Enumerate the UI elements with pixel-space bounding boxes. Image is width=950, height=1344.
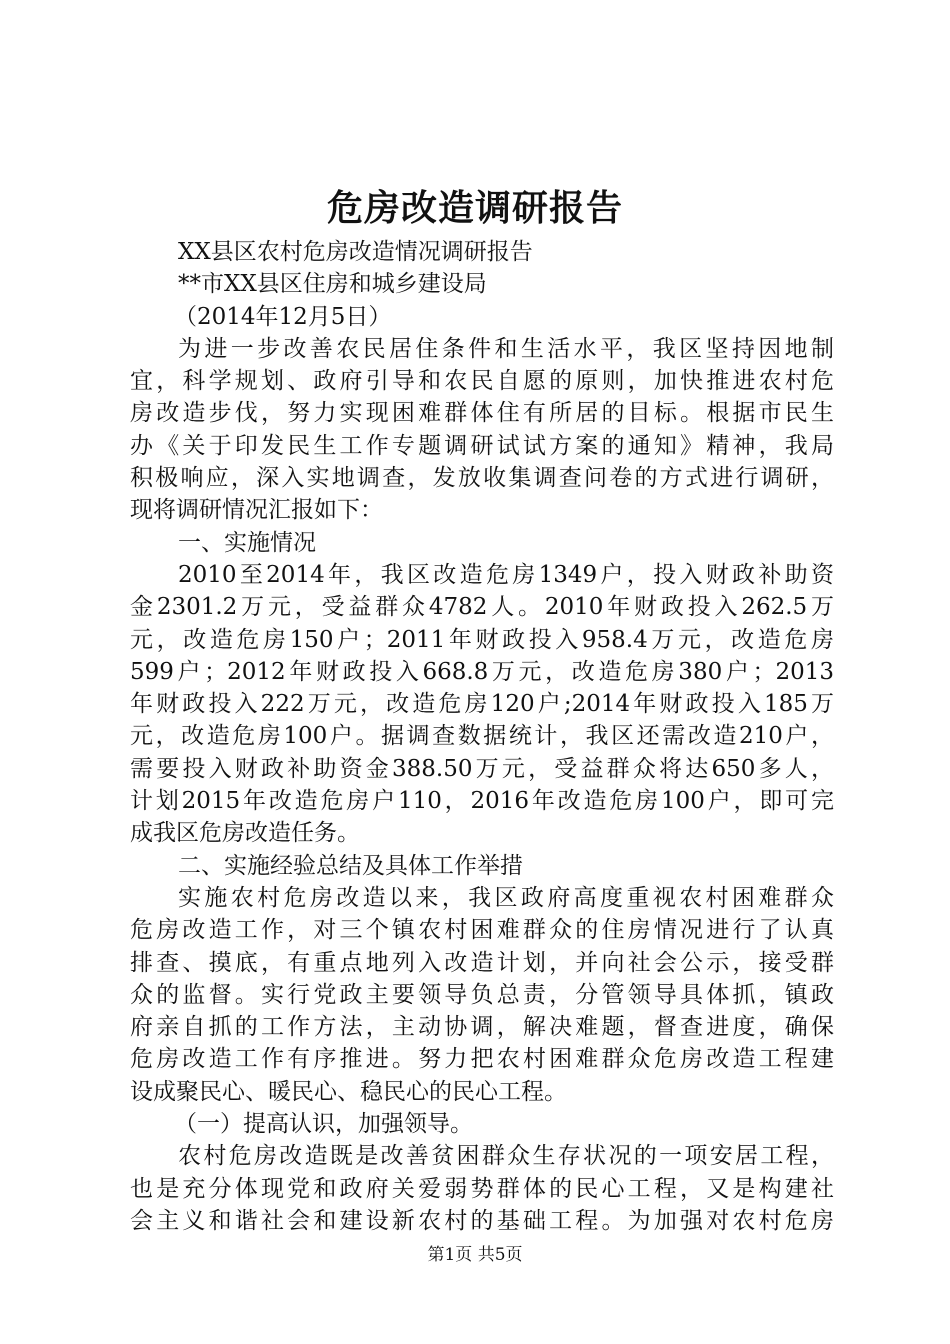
paragraph-line: 元，改造危房100户。据调查数据统计，我区还需改造210户， <box>130 723 834 750</box>
paragraph-line: 年财政投入222万元，改造危房120户;2014年财政投入185万 <box>130 691 834 718</box>
paragraph-line: 成我区危房改造任务。 <box>130 820 360 847</box>
paragraph-line: 府亲自抓的工作方法，主动协调，解决难题，督查进度，确保 <box>130 1014 834 1041</box>
paragraph-line: 农村危房改造既是改善贫困群众生存状况的一项安居工程， <box>178 1143 834 1170</box>
paragraph-line: 元，改造危房150户；2011年财政投入958.4万元，改造危房 <box>130 626 834 653</box>
paragraph-line: 房改造步伐，努力实现困难群体住有所居的目标。根据市民生 <box>130 400 834 427</box>
report-issuer: **市XX县区住房和城乡建设局 <box>178 271 487 298</box>
document-body <box>130 236 834 1237</box>
paragraph-line: 需要投入财政补助资金388.50万元，受益群众将达650多人， <box>130 755 834 782</box>
paragraph-line: 设成聚民心、暖民心、稳民心的民心工程。 <box>130 1078 567 1105</box>
paragraph-line: 599户；2012年财政投入668.8万元，改造危房380户；2013 <box>130 658 834 685</box>
paragraph-line: 危房改造工作，对三个镇农村困难群众的住房情况进行了认真 <box>130 917 834 944</box>
paragraph-line: 也是充分体现党和政府关爱弱势群体的民心工程，又是构建社 <box>130 1175 834 1202</box>
paragraph-line: 为进一步改善农民居住条件和生活水平，我区坚持因地制 <box>178 335 834 362</box>
subsection-heading: （一）提高认识，加强领导。 <box>174 1111 473 1138</box>
paragraph-line: 会主义和谐社会和建设新农村的基础工程。为加强对农村危房 <box>130 1207 834 1234</box>
section-heading: 二、实施经验总结及具体工作举措 <box>178 852 523 879</box>
paragraph-line: 积极响应，深入实地调查，发放收集调查问卷的方式进行调研， <box>130 465 834 492</box>
report-subtitle: XX县区农村危房改造情况调研报告 <box>178 239 533 265</box>
paragraph-line: 危房改造工作有序推进。努力把农村困难群众危房改造工程建 <box>130 1046 834 1073</box>
document-title: 危房改造调研报告 <box>326 187 623 229</box>
section-heading: 一、实施情况 <box>178 529 316 556</box>
report-date: （2014年12月5日） <box>174 303 392 330</box>
paragraph-line: 众的监督。实行党政主要领导负总责，分管领导具体抓，镇政 <box>130 981 834 1008</box>
paragraph-line: 排查、摸底，有重点地列入改造计划，并向社会公示，接受群 <box>130 949 834 976</box>
paragraph-line: 计划2015年改造危房户110，2016年改造危房100户，即可完 <box>130 788 834 815</box>
paragraph-line: 宜，科学规划、政府引导和农民自愿的原则，加快推进农村危 <box>130 368 834 395</box>
paragraph-line: 实施农村危房改造以来，我区政府高度重视农村困难群众 <box>178 884 834 911</box>
paragraph-line: 金2301.2万元，受益群众4782人。2010年财政投入262.5万 <box>130 594 834 621</box>
paragraph-line: 2010至2014年，我区改造危房1349户，投入财政补助资 <box>178 561 834 588</box>
paragraph-line: 现将调研情况汇报如下： <box>130 497 383 524</box>
paragraph-line: 办《关于印发民生工作专题调研试试方案的通知》精神，我局 <box>130 432 834 459</box>
page-number-footer: 第1页 共5页 <box>427 1245 523 1265</box>
